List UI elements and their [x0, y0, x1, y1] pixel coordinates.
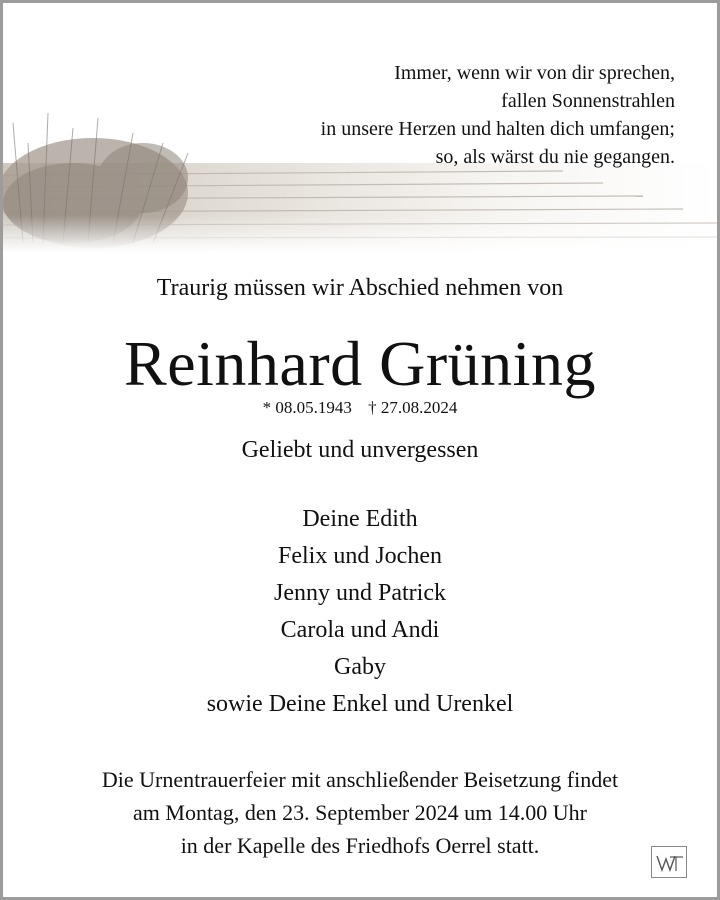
death-date: † 27.08.2024	[368, 398, 458, 417]
publisher-logo-icon	[651, 846, 687, 878]
life-dates	[3, 398, 717, 418]
deceased-name: Reinhard Grüning	[124, 328, 596, 399]
poem-line: fallen Sonnenstrahlen	[501, 90, 675, 112]
mourner: Gaby	[334, 654, 386, 680]
poem	[321, 59, 675, 171]
poem-line: Immer, wenn wir von dir sprechen,	[394, 62, 675, 84]
mourners-list	[3, 501, 717, 723]
notice-line: am Montag, den 23. September 2024 um 14.00 Uhr	[133, 800, 587, 825]
funeral-notice	[3, 763, 717, 862]
birth-date: * 08.05.1943	[262, 398, 352, 417]
mourner: sowie Deine Enkel und Urenkel	[206, 691, 514, 717]
tagline: Geliebt und unvergessen	[241, 437, 479, 463]
poem-line: in unsere Herzen und halten dich umfangen;	[320, 118, 675, 140]
mourner: Deine Edith	[302, 506, 418, 532]
notice-line: Die Urnentrauerfeier mit anschließender Beisetzung findet	[101, 767, 619, 792]
mourner: Jenny und Patrick	[274, 580, 446, 606]
notice-line: in der Kapelle des Friedhofs Oerrel statt.	[180, 833, 540, 858]
poem-line: so, als wärst du nie gegangen.	[435, 146, 675, 168]
intro-text: Traurig müssen wir Abschied nehmen von	[156, 275, 564, 301]
mourner: Carola und Andi	[280, 617, 440, 643]
mourner: Felix und Jochen	[278, 543, 442, 569]
